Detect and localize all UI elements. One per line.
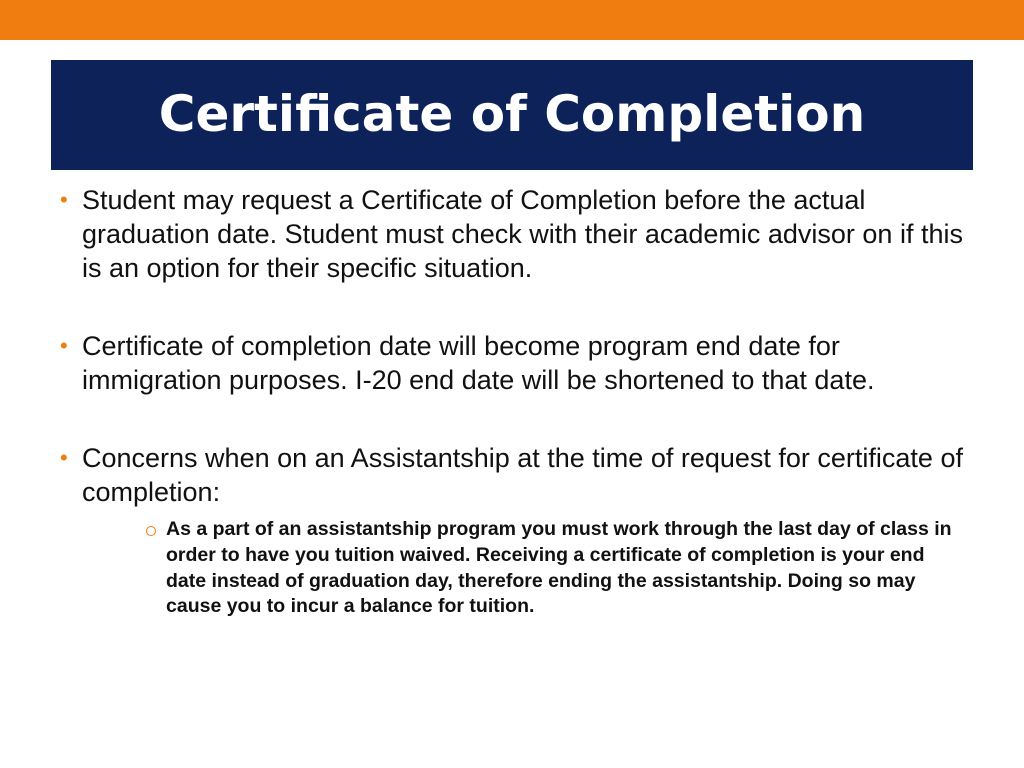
bullet-dot-icon: • [60,333,68,358]
sub-bullet-item [144,517,958,620]
bullet-text: Concerns when on an Assistantship at the time of request for certificate of completion: [82,443,963,507]
sub-bullet-text: As a part of an assistantship program you must work through the last day of class in order to have you tuition waived. Receiving a certificate of completion is your end date instead of graduation day, therefore ending the assistantship. Doing so may cause you to incur a balance for tuition. [166,518,952,618]
bullet-dot-icon: • [60,187,68,212]
bullet-text: Student may request a Certificate of Completion before the actual graduation date. Student must check with their academic advisor on if this is an option for their specific situation. [82,185,963,283]
bullet-item [60,329,980,397]
bullet-item [60,183,980,285]
title-banner [51,60,973,170]
slide-body [60,183,980,620]
top-accent-bar [0,0,1024,40]
slide-title: Certificate of Completion [158,85,866,143]
bullet-text: Certificate of completion date will become program end date for immigration purposes. I-20 end date will be shortened to that date. [82,331,875,395]
bullet-item [60,441,980,620]
hollow-circle-bullet-icon [146,526,156,536]
bullet-dot-icon: • [60,445,68,470]
